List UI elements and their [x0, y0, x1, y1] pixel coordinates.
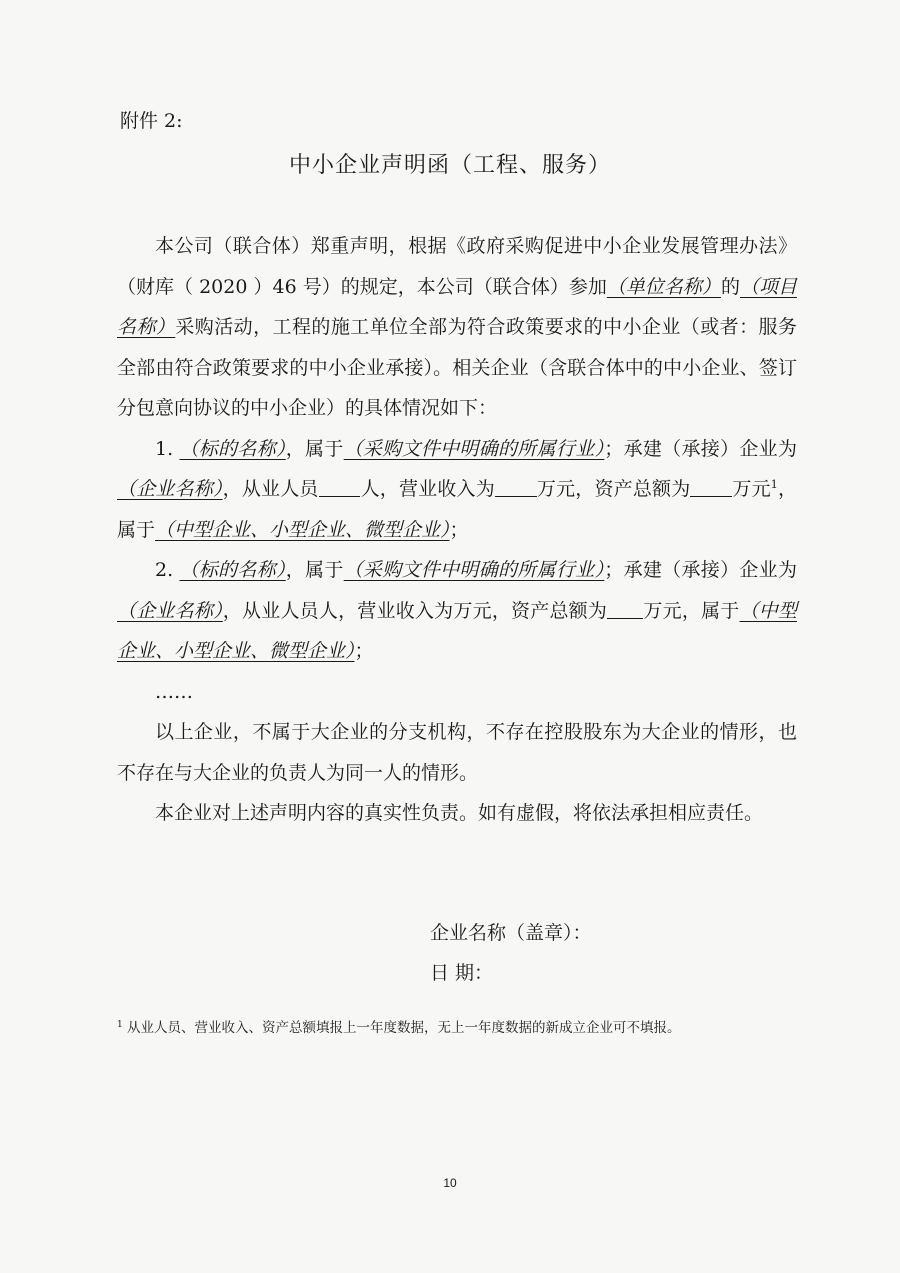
item-2-size: （中型企业、小型企业、微型企业）: [117, 599, 797, 662]
item-2-target: （标的名称）: [179, 559, 286, 581]
page-title: 中小企业声明函（工程、服务）: [288, 153, 611, 178]
item-2-company: （企业名称）: [117, 599, 223, 622]
employees-blank: [319, 477, 361, 497]
intro-paragraph: 本公司（联合体）郑重声明，根据《政府采购促进中小企业发展管理办法》（财库（ 2020 ）46 号）的规定，本公司（联合体）参加（单位名称）的（项目名称）采购活动，工程的施工单位全部为符合政策要求的中小企业（或者：服务全部由符合政策要求的中小企业承接）。相关企业（含联合体中的中小企业、签订分包意向协议的中小企业）的具体情况如下：: [117, 235, 797, 419]
item-1: 1. （标的名称），属于（采购文件中明确的所属行业）；承建（承接）企业为（企业名称），从业人员 人，营业收入为 万元，资产总额为 万元$^1$，属于（中型企业、小型企业、微型企业）；: [117, 437, 797, 541]
declaration-body: [117, 226, 797, 834]
item-1-target: （标的名称）: [179, 437, 286, 460]
unit-name-field: （单位名称）: [606, 275, 721, 298]
item-2: 2. （标的名称），属于（采购文件中明确的所属行业）；承建（承接）企业为（企业名称），从业人员人，营业收入为万元，资产总额为 万元，属于（中型企业、小型企业、微型企业）；: [117, 559, 797, 662]
project-name-field: （项目名称）: [117, 275, 797, 338]
page-number: 10: [443, 1176, 457, 1190]
attachment-label: 附件 2:: [120, 110, 183, 132]
assets-blank: [690, 477, 732, 497]
footnote-ref: 1: [770, 478, 778, 491]
date-line: 日 期：: [430, 962, 494, 984]
item-2-industry: （采购文件中明确的所属行业）: [343, 559, 605, 581]
company-seal-line: 企业名称（盖章）：: [430, 922, 592, 944]
ellipsis: ……: [155, 680, 193, 703]
revenue-blank: [495, 477, 537, 497]
item-1-size: （中型企业、小型企业、微型企业）: [155, 518, 450, 541]
statement-paragraph: 以上企业，不属于大企业的分支机构，不存在控股股东为大企业的情形，也不存在与大企业的负责人为同一人的情形。: [117, 721, 797, 784]
item-1-industry: （采购文件中明确的所属行业）: [343, 437, 605, 460]
responsibility-paragraph: 本企业对上述声明内容的真实性负责。如有虚假，将依法承担相应责任。: [155, 802, 764, 824]
item-1-company: （企业名称）: [117, 478, 223, 500]
footnote: $^1$ 从业人员、营业收入、资产总额填报上一年度数据，无上一年度数据的新成立企业可不填报。: [117, 1020, 681, 1036]
item-2-assets-blank: [607, 599, 643, 619]
